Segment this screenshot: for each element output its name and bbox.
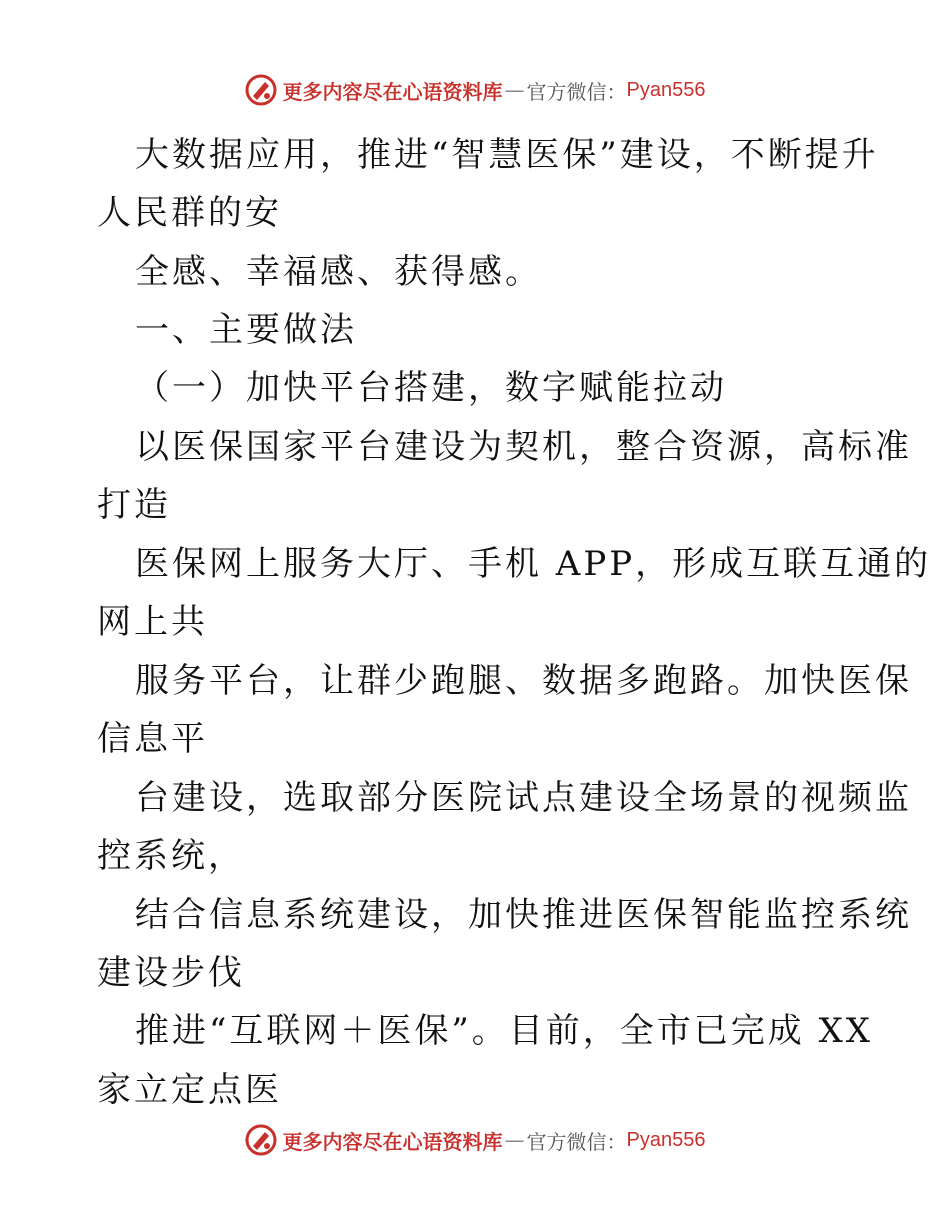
- header-banner: [0, 70, 950, 110]
- subsection-heading: （一）加快平台搭建，数字赋能拉动: [135, 368, 727, 408]
- section-heading: 一、主要做法: [135, 310, 357, 350]
- paragraph-line: 服务平台，让群少跑腿、数据多跑路。加快医保: [135, 661, 912, 701]
- header-banner-dash: —: [504, 78, 525, 102]
- footer-banner-text: 更多内容尽在心语资料库: [282, 1129, 503, 1154]
- paragraph-line: 结合信息系统建设，加快推进医保智能监控系统: [135, 895, 912, 935]
- paragraph-line: 推进“互联网＋医保”。目前，全市已完成 XX: [135, 1011, 873, 1051]
- brand-logo-icon: [245, 1124, 277, 1156]
- footer-banner-dash: —: [504, 1128, 525, 1152]
- paragraph-line: 家立定点医: [97, 1070, 282, 1110]
- paragraph-line: 网上共: [97, 602, 208, 642]
- footer-wechat-label: 官方微信：: [526, 1129, 627, 1154]
- header-banner-text: 更多内容尽在心语资料库: [282, 79, 503, 104]
- paragraph-line: 医保网上服务大厅、手机 APP，形成互联互通的: [135, 544, 932, 584]
- paragraph-line: 打造: [97, 485, 171, 525]
- brand-logo-icon: [245, 74, 277, 106]
- paragraph-line: 全感、幸福感、获得感。: [135, 252, 542, 292]
- paragraph-line: 人民群的安: [97, 193, 282, 233]
- paragraph-line: 建设步伐: [97, 953, 245, 993]
- paragraph-line: 台建设，选取部分医院试点建设全场景的视频监: [135, 778, 912, 818]
- header-wechat-id: Pyan556: [626, 78, 706, 101]
- paragraph-line: 控系统，: [97, 836, 245, 876]
- paragraph-line: 大数据应用，推进“智慧医保”建设，不断提升: [135, 135, 879, 175]
- paragraph-line: 信息平: [97, 719, 208, 759]
- footer-banner: [0, 1120, 950, 1160]
- header-wechat-label: 官方微信：: [526, 79, 627, 104]
- footer-wechat-id: Pyan556: [626, 1128, 706, 1151]
- paragraph-line: 以医保国家平台建设为契机，整合资源，高标准: [135, 427, 912, 467]
